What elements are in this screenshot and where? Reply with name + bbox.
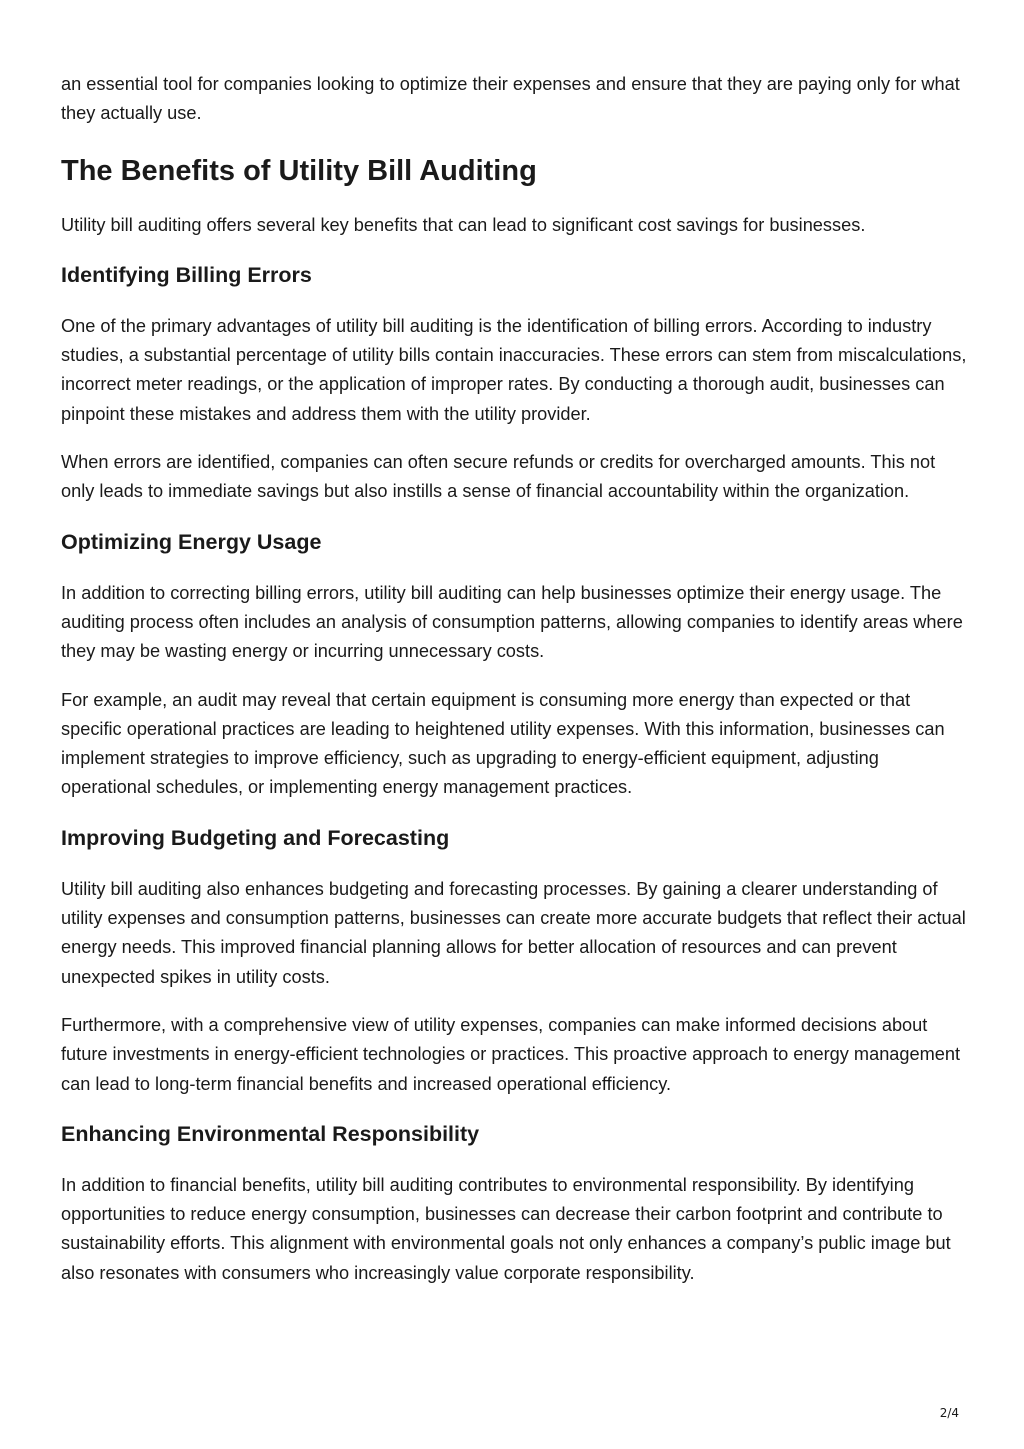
section-heading-billing-errors: Identifying Billing Errors xyxy=(61,262,312,287)
section-paragraph: For example, an audit may reveal that certain equipment is consuming more energy than expected or that specific operational practices are leading to heightened utility expenses. With this information, businesses can implement strategies to improve efficiency, such as upgrading to energy-efficient equipment, adjusting operational schedules, or implementing energy management practices. xyxy=(61,689,945,798)
section-heading-environmental: Enhancing Environmental Responsibility xyxy=(61,1121,480,1146)
section-paragraph: Furthermore, with a comprehensive view of utility expenses, companies can make informed decisions about future investments in energy-efficient technologies or practices. This proactive approach to energy management can lead to long-term financial benefits and increased operational efficiency. xyxy=(61,1014,961,1094)
section-paragraph: One of the primary advantages of utility bill auditing is the identification of billing errors. According to industry studies, a substantial percentage of utility bills contain inaccuracies. These errors can stem from miscalculations, incorrect meter readings, or the application of improper rates. By conducting a thorough audit, businesses can pinpoint these mistakes and address them with the utility provider. xyxy=(61,315,967,424)
document-page xyxy=(61,70,971,1288)
main-intro-paragraph: Utility bill auditing offers several key benefits that can lead to significant cost savings for businesses. xyxy=(61,214,866,235)
section-heading-energy-usage: Optimizing Energy Usage xyxy=(61,529,322,554)
section-heading-budgeting: Improving Budgeting and Forecasting xyxy=(61,825,450,850)
section-paragraph: In addition to financial benefits, utility bill auditing contributes to environmental responsibility. By identifying opportunities to reduce energy consumption, businesses can decrease their carbon footprint and contribute to sustainability efforts. This alignment with environmental goals not only enhances a company’s public image but also resonates with consumers who increasingly value corporate responsibility. xyxy=(61,1174,951,1283)
page-number: 2/4 xyxy=(939,1406,959,1420)
section-paragraph: Utility bill auditing also enhances budgeting and forecasting processes. By gaining a clearer understanding of utility expenses and consumption patterns, businesses can create more accurate budgets that reflect their actual energy needs. This improved financial planning allows for better allocation of resources and can prevent unexpected spikes in utility costs. xyxy=(61,878,966,987)
intro-continuation-paragraph: an essential tool for companies looking to optimize their expenses and ensure that they are paying only for what they actually use. xyxy=(61,74,960,124)
section-paragraph: In addition to correcting billing errors, utility bill auditing can help businesses optimize their energy usage. The auditing process often includes an analysis of consumption patterns, allowing companies to identify areas where they may be wasting energy or incurring unnecessary costs. xyxy=(61,582,963,662)
section-paragraph: When errors are identified, companies can often secure refunds or credits for overcharged amounts. This not only leads to immediate savings but also instills a sense of financial accountability within the organization. xyxy=(61,452,936,502)
main-heading: The Benefits of Utility Bill Auditing xyxy=(61,154,537,187)
